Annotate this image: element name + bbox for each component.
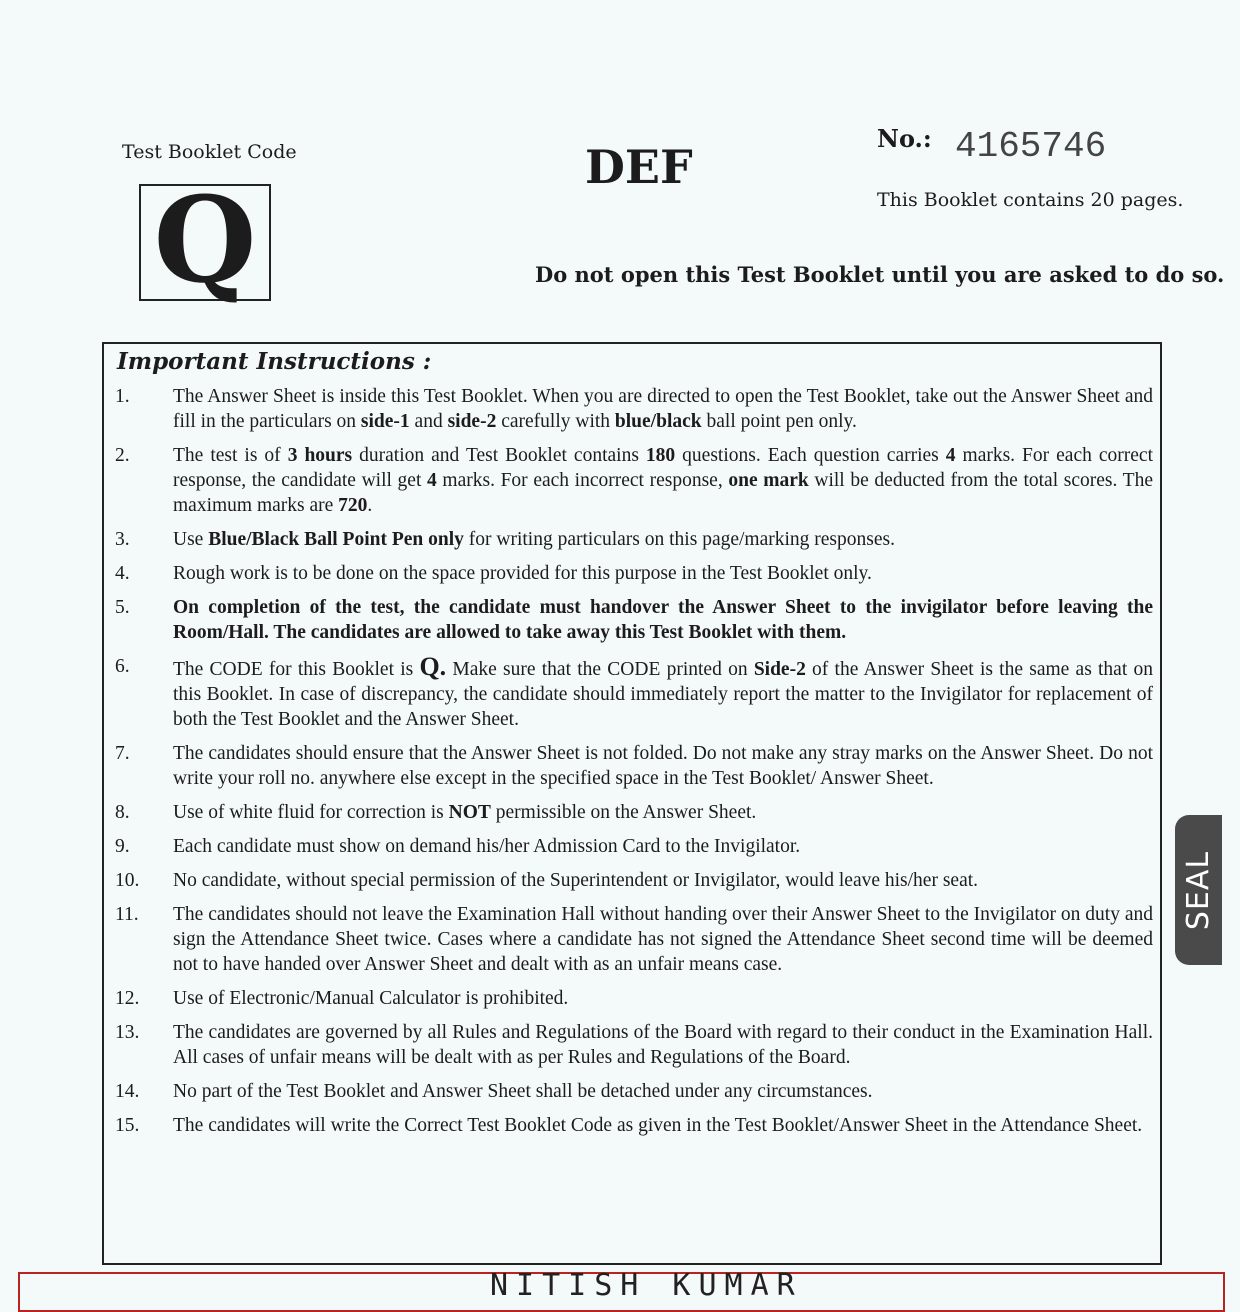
instruction-text-segment: for writing particulars on this page/marking responses.: [463, 529, 895, 550]
instructions-title: Important Instructions :: [117, 348, 432, 375]
instruction-text: [173, 1020, 1153, 1070]
instruction-text-bold: Side-2: [753, 659, 806, 680]
instruction-item: [104, 1020, 1160, 1070]
instructions-box: [102, 342, 1162, 1265]
instruction-text: [173, 443, 1153, 518]
instruction-item: [104, 741, 1160, 791]
test-booklet-code-label: Test Booklet Code: [122, 141, 297, 163]
instruction-item: [104, 654, 1160, 732]
instruction-text-segment: Rough work is to be done on the space provided for this purpose in the Test Booklet only.: [173, 563, 872, 584]
instruction-text-segment: Each candidate must show on demand his/her Admission Card to the Invigilator.: [173, 836, 801, 857]
instruction-number: 10.: [115, 870, 140, 891]
instruction-text-segment: duration and Test Booklet contains: [352, 445, 646, 466]
booklet-number-label: No.:: [877, 124, 932, 153]
instruction-text: [173, 1113, 1153, 1138]
instruction-text-segment: ball point pen only.: [701, 411, 857, 432]
instruction-text-segment: The test is of: [173, 445, 288, 466]
instruction-text-segment: will be deducted from the total scores. The maximum marks are: [173, 470, 1153, 516]
instruction-number: 6.: [115, 656, 130, 677]
instruction-text-bold: 3 hours: [287, 445, 353, 466]
instruction-text-bold: 720: [338, 495, 368, 516]
instruction-text: [173, 527, 1153, 552]
instruction-item: [104, 902, 1160, 977]
instruction-text-segment: .: [367, 495, 373, 516]
instruction-number: 1.: [115, 386, 130, 407]
booklet-series: DEF: [585, 140, 693, 194]
instruction-number: 15.: [115, 1115, 140, 1136]
instructions-list: [104, 384, 1160, 1147]
instruction-item: [104, 561, 1160, 586]
instruction-text-segment: of the Answer Sheet is the same as that on this Booklet. In case of discrepancy, the candidate should immediately report the matter to the Invigilator for replacement of both the Test Booklet and the Answer Sheet.: [173, 659, 1153, 730]
instruction-item: [104, 595, 1160, 645]
instruction-text-segment: Use: [173, 529, 209, 550]
instruction-number: 8.: [115, 802, 130, 823]
instruction-item: [104, 1079, 1160, 1104]
instruction-number: 7.: [115, 743, 130, 764]
instruction-text-segment: Use of Electronic/Manual Calculator is prohibited.: [173, 988, 569, 1009]
instruction-text-bold: 4: [945, 445, 956, 466]
instruction-text: [173, 561, 1153, 586]
instruction-text: [173, 902, 1153, 977]
do-not-open-warning: Do not open this Test Booklet until you are asked to do so.: [535, 262, 1225, 287]
instruction-number: 9.: [115, 836, 130, 857]
instruction-item: [104, 986, 1160, 1011]
instruction-text-bold: Q.: [419, 652, 447, 681]
instruction-number: 13.: [115, 1022, 140, 1043]
instruction-text: [173, 654, 1153, 732]
instruction-text-bold: NOT: [448, 802, 491, 823]
instruction-text-segment: carefully with: [496, 411, 615, 432]
instruction-text-bold: side-2: [447, 411, 497, 432]
instruction-item: [104, 443, 1160, 518]
instruction-text-segment: Use of white fluid for correction is: [173, 802, 449, 823]
instruction-text-segment: and: [409, 411, 448, 432]
instruction-text-segment: The Answer Sheet is inside this Test Booklet. When you are directed to open the Test Booklet, take out the Answer Sheet and fill in the particulars on: [173, 386, 1153, 432]
instruction-text: [173, 868, 1153, 893]
instruction-text-bold: blue/black: [614, 411, 702, 432]
instruction-text: [173, 1079, 1153, 1104]
instruction-text-segment: The candidates should not leave the Examination Hall without handing over their Answer Sheet to the Invigilator on duty and sign the Attendance Sheet twice. Cases where a candidate has not signed the Attendance Sheet second time will be deemed not to have handed over Answer Sheet and dealt with as an unfair means case.: [173, 904, 1153, 975]
instruction-text-segment: marks. For each correct response, the candidate will get: [173, 445, 1153, 491]
instruction-text-segment: The candidates will write the Correct Test Booklet Code as given in the Test Booklet/Answer Sheet in the Attendance Sheet.: [173, 1115, 1143, 1136]
instruction-item: [104, 800, 1160, 825]
instruction-text-bold: one mark: [728, 470, 809, 491]
instruction-text: [173, 986, 1153, 1011]
handwritten-candidate-name: NITISH KUMAR: [490, 1268, 803, 1303]
instruction-text: [173, 595, 1153, 645]
instruction-text-segment: The candidates are governed by all Rules and Regulations of the Board with regard to their conduct in the Examination Hall. All cases of unfair means will be dealt with as per Rules and Regulations of the Board.: [173, 1022, 1153, 1068]
instruction-number: 12.: [115, 988, 140, 1009]
test-booklet-code-box: [139, 169, 271, 309]
candidate-name-box: [18, 1268, 1225, 1312]
booklet-number-value: 4165746: [955, 126, 1107, 167]
instruction-text-segment: The CODE for this Booklet is: [173, 659, 420, 680]
instruction-item: [104, 834, 1160, 859]
instruction-text: [173, 834, 1153, 859]
instruction-number: 4.: [115, 563, 130, 584]
instruction-item: [104, 384, 1160, 434]
instruction-number: 2.: [115, 445, 130, 466]
seal-tab: [1175, 815, 1222, 965]
instruction-text-segment: No candidate, without special permission of the Superintendent or Invigilator, would leave his/her seat.: [173, 870, 979, 891]
instruction-item: [104, 868, 1160, 893]
instruction-text-segment: The candidates should ensure that the Answer Sheet is not folded. Do not make any stray marks on the Answer Sheet. Do not write your roll no. anywhere else except in the specified space in the Test Booklet/ Answer Sheet.: [173, 743, 1153, 789]
instruction-text-segment: permissible on the Answer Sheet.: [490, 802, 757, 823]
test-booklet-code-letter: Q: [153, 169, 257, 309]
instruction-text-bold: 180: [645, 445, 676, 466]
instruction-number: 5.: [115, 597, 130, 618]
instruction-text-bold: Blue/Black Ball Point Pen only: [208, 529, 464, 550]
instruction-text: [173, 741, 1153, 791]
instruction-number: 14.: [115, 1081, 140, 1102]
instruction-text: [173, 800, 1153, 825]
instruction-item: [104, 527, 1160, 552]
instruction-text-segment: No part of the Test Booklet and Answer Sheet shall be detached under any circumstances.: [173, 1081, 873, 1102]
instruction-item: [104, 1113, 1160, 1138]
instruction-number: 3.: [115, 529, 130, 550]
instruction-text-segment: questions. Each question carries: [675, 445, 946, 466]
instruction-text: [173, 384, 1153, 434]
instruction-text-segment: Make sure that the CODE printed on: [446, 659, 754, 680]
instruction-text-bold: side-1: [360, 411, 410, 432]
instruction-number: 11.: [115, 904, 139, 925]
instruction-text-bold: On completion of the test, the candidate must handover the Answer Sheet to the invigilator before leaving the Room/Hall. The candidates are allowed to take away this Test Booklet with them.: [173, 597, 1153, 643]
instruction-text-segment: marks. For each incorrect response,: [436, 470, 729, 491]
page-count-note: This Booklet contains 20 pages.: [877, 189, 1184, 211]
instruction-text-bold: 4: [427, 470, 437, 491]
seal-label: SEAL: [1181, 850, 1217, 930]
